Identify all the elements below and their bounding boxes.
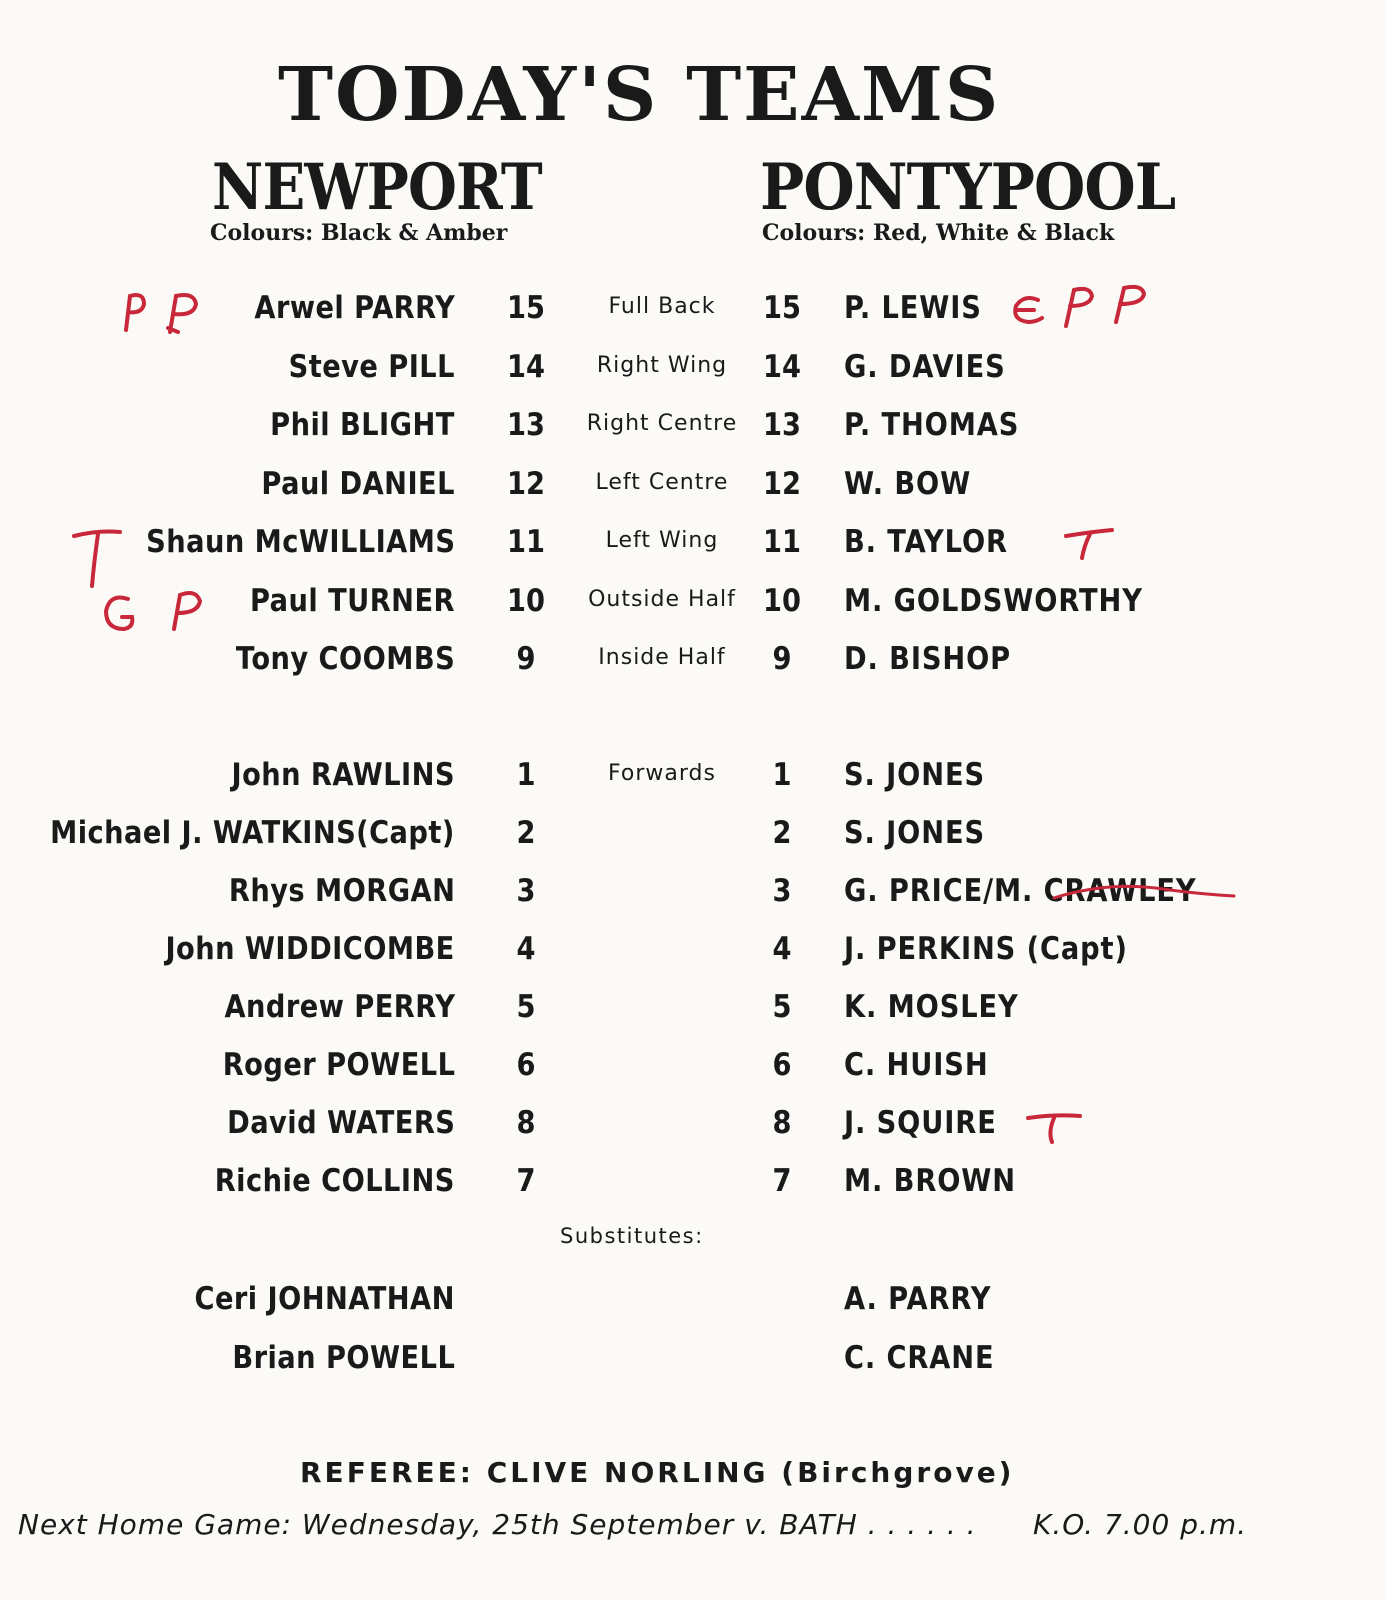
position-label: Left Wing [605, 528, 719, 553]
home-player-name: Arwel PARRY [254, 290, 455, 326]
next-game-text: Next Home Game: Wednesday, 25th September v. BATH . . . . . . [18, 1508, 977, 1541]
home-player-name: John WIDDICOMBE [165, 931, 455, 967]
away-player-number: 1 [772, 757, 792, 793]
home-player-name: Paul TURNER [249, 583, 455, 619]
away-player-name: C. HUISH [844, 1047, 989, 1083]
away-player-name: K. MOSLEY [844, 989, 1019, 1025]
away-player-name: P. THOMAS [844, 407, 1020, 443]
away-player-name: M. GOLDSWORTHY [844, 583, 1143, 619]
home-player-name: Phil BLIGHT [270, 407, 455, 443]
away-substitute-name: C. CRANE [844, 1340, 995, 1376]
position-label: Left Centre [595, 470, 729, 495]
handwritten-pp-mark [112, 288, 212, 338]
away-player-number: 9 [772, 641, 792, 677]
handwritten-cpp-mark [1004, 282, 1164, 332]
away-player-name: M. BROWN [844, 1163, 1016, 1199]
away-player-name: B. TAYLOR [844, 524, 1008, 560]
away-player-number: 13 [763, 407, 801, 443]
home-player-name: John RAWLINS [231, 757, 455, 793]
referee-line: REFEREE: CLIVE NORLING (Birchgrove) [300, 1456, 1015, 1489]
away-player-number: 8 [772, 1105, 792, 1141]
next-home-game [18, 1508, 1248, 1541]
home-player-number: 12 [507, 466, 545, 502]
away-player-number: 10 [763, 583, 801, 619]
home-player-number: 6 [516, 1047, 536, 1083]
home-player-number: 3 [516, 873, 536, 909]
lineup-row [0, 1163, 1385, 1213]
lineup-row [0, 1105, 1385, 1155]
away-player-number: 5 [772, 989, 792, 1025]
home-player-number: 9 [516, 641, 536, 677]
handwritten-cp-mark [96, 585, 216, 641]
away-substitute-name: A. PARRY [844, 1281, 992, 1317]
position-label: Inside Half [598, 645, 726, 670]
away-player-number: 12 [763, 466, 801, 502]
away-player-name: G. PRICE/M. CRAWLEY [844, 873, 1197, 909]
home-player-name: Rhys MORGAN [228, 873, 455, 909]
home-team-name: NEWPORT [212, 150, 542, 225]
lineup-row [0, 349, 1385, 399]
away-player-name: G. DAVIES [844, 349, 1006, 385]
home-player-name: Roger POWELL [222, 1047, 455, 1083]
away-player-number: 3 [772, 873, 792, 909]
page-title: TODAY'S TEAMS [278, 52, 1001, 138]
home-player-number: 2 [516, 815, 536, 851]
home-substitute-name: Ceri JOHNATHAN [194, 1281, 455, 1317]
away-player-number: 2 [772, 815, 792, 851]
position-label: Right Wing [596, 353, 728, 378]
away-player-number: 4 [772, 931, 792, 967]
away-player-number: 14 [763, 349, 801, 385]
away-player-number: 6 [772, 1047, 792, 1083]
home-player-name: Michael J. WATKINS(Capt) [50, 815, 455, 851]
lineup-row [0, 641, 1385, 691]
home-player-name: Andrew PERRY [224, 989, 455, 1025]
home-player-number: 7 [516, 1163, 536, 1199]
handwritten-t-mark [1062, 524, 1122, 564]
handwritten-t-mark [68, 522, 128, 592]
home-player-number: 15 [507, 290, 545, 326]
home-player-name: Steve PILL [288, 349, 455, 385]
home-player-name: Shaun McWILLIAMS [145, 524, 455, 560]
away-player-number: 11 [763, 524, 801, 560]
lineup-row [0, 757, 1385, 807]
lineup-row [0, 466, 1385, 516]
position-label: Outside Half [588, 587, 736, 612]
substitute-row [0, 1281, 1385, 1331]
home-substitute-name: Brian POWELL [232, 1340, 455, 1376]
lineup-row [0, 815, 1385, 865]
handwritten-strikethrough [1050, 876, 1240, 906]
lineup-row [0, 407, 1385, 457]
substitutes-label: Substitutes: [560, 1224, 704, 1248]
home-player-number: 5 [516, 989, 536, 1025]
home-player-number: 13 [507, 407, 545, 443]
home-player-number: 10 [507, 583, 545, 619]
lineup-row [0, 1047, 1385, 1097]
handwritten-t-mark [1024, 1108, 1088, 1148]
away-player-name: J. SQUIRE [844, 1105, 997, 1141]
away-player-name: P. LEWIS [844, 290, 982, 326]
home-player-name: Tony COOMBS [235, 641, 455, 677]
away-team-colours: Colours: Red, White & Black [762, 220, 1115, 246]
away-player-name: S. JONES [844, 815, 986, 851]
position-label: Right Centre [586, 411, 738, 436]
home-player-name: Richie COLLINS [214, 1163, 455, 1199]
away-player-name: D. BISHOP [844, 641, 1012, 677]
home-player-number: 14 [507, 349, 545, 385]
home-player-number: 8 [516, 1105, 536, 1141]
away-player-name: W. BOW [844, 466, 972, 502]
lineup-row [0, 524, 1385, 574]
lineup-row [0, 989, 1385, 1039]
away-player-name: J. PERKINS (Capt) [844, 931, 1128, 967]
home-player-name: David WATERS [226, 1105, 455, 1141]
home-player-number: 1 [516, 757, 536, 793]
away-player-name: S. JONES [844, 757, 986, 793]
substitute-row [0, 1340, 1385, 1390]
lineup-row [0, 931, 1385, 981]
position-label: Forwards [608, 761, 716, 786]
home-player-number: 11 [507, 524, 545, 560]
home-player-name: Paul DANIEL [261, 466, 455, 502]
away-team-name: PONTYPOOL [760, 150, 1176, 225]
away-player-number: 7 [772, 1163, 792, 1199]
away-player-number: 15 [763, 290, 801, 326]
kickoff-time: K.O. 7.00 p.m. [1033, 1508, 1248, 1541]
position-label: Full Back [608, 294, 716, 319]
home-player-number: 4 [516, 931, 536, 967]
home-team-colours: Colours: Black & Amber [210, 220, 508, 246]
